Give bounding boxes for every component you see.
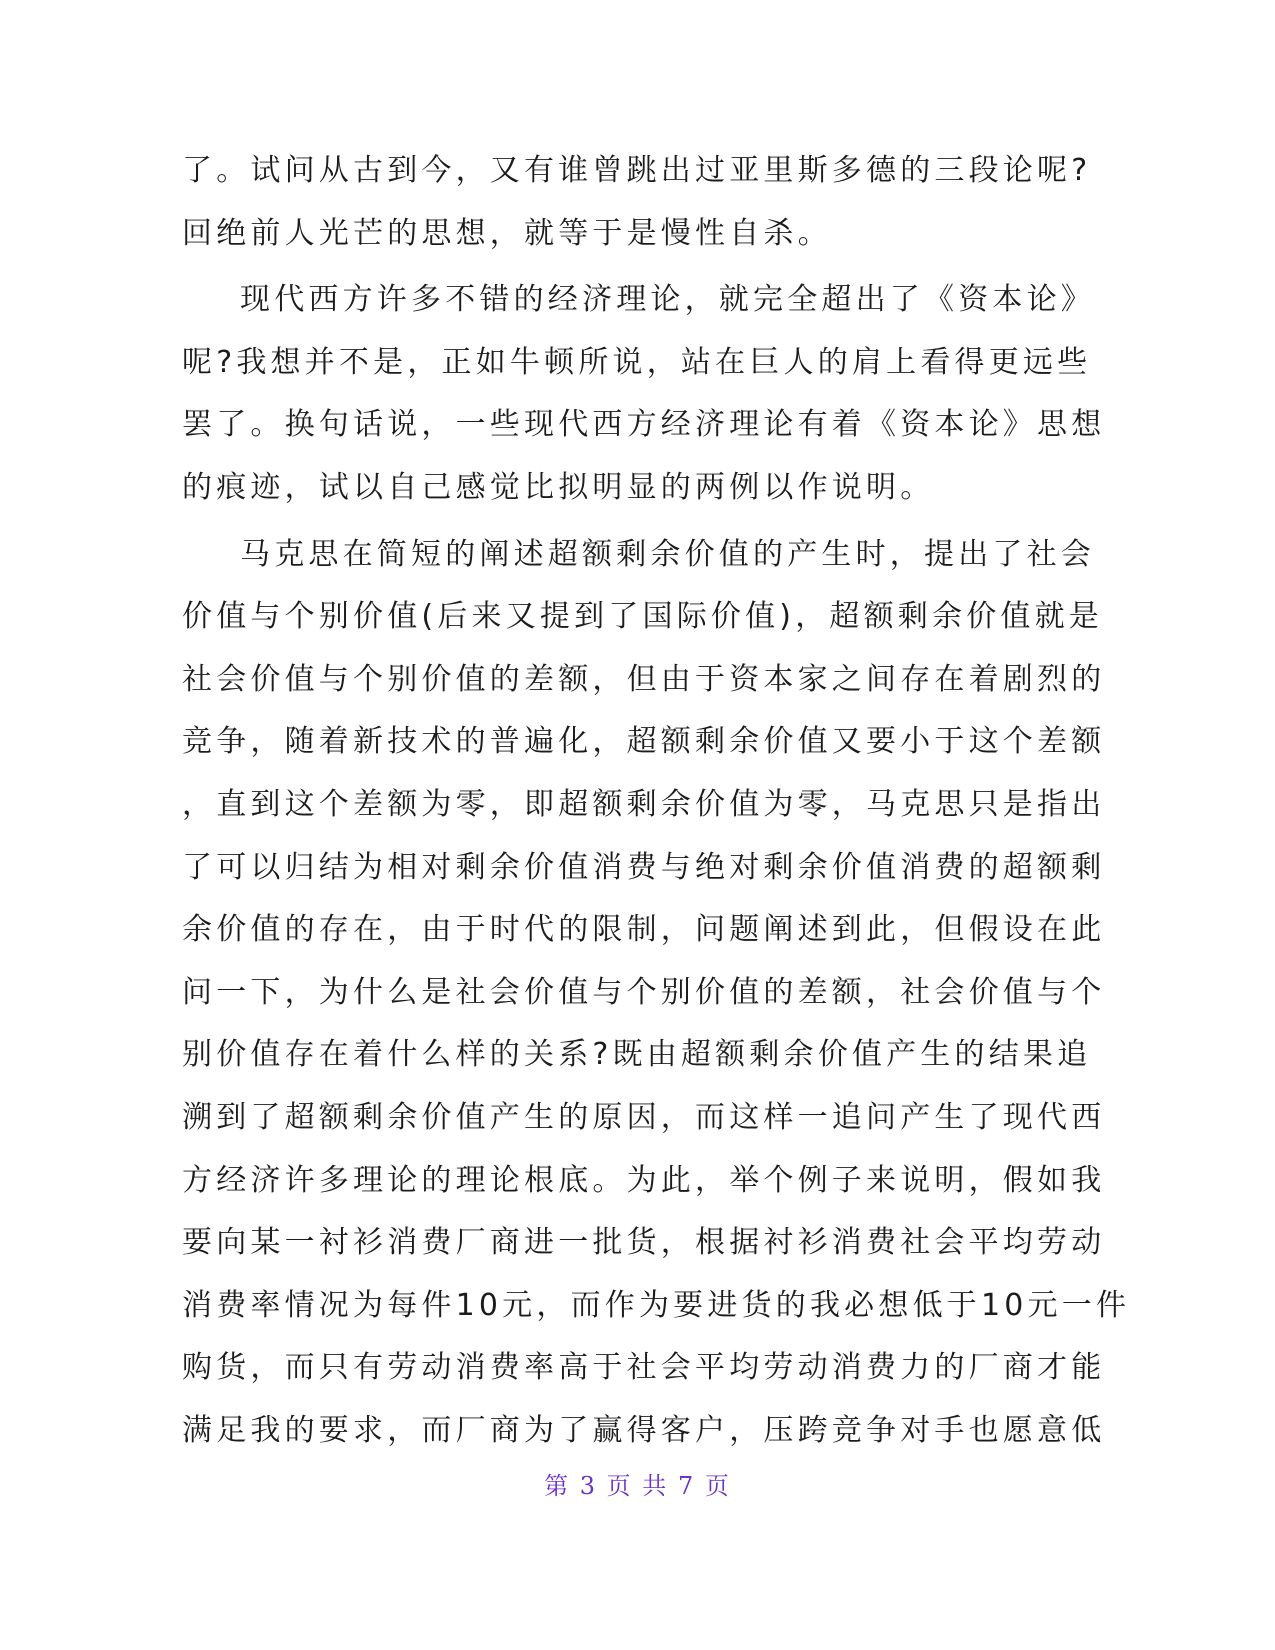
text-line: 竞争，随着新技术的普遍化，超额剩余价值又要小于这个差额 bbox=[182, 724, 1106, 760]
text-line: 价值与个别价值(后来又提到了国际价值)，超额剩余价值就是 bbox=[182, 599, 1104, 635]
text-line: 问一下，为什么是社会价值与个别价值的差额，社会价值与个 bbox=[182, 974, 1106, 1010]
page-number-label: 第 3 页 共 7 页 bbox=[544, 1472, 731, 1500]
text-line: 要向某一衬衫消费厂商进一批货，根据衬衫消费社会平均劳动 bbox=[182, 1225, 1106, 1261]
text-line: 购货，而只有劳动消费率高于社会平均劳动消费力的厂商才能 bbox=[182, 1350, 1106, 1386]
page-footer bbox=[0, 1466, 1275, 1501]
text-line: 溯到了超额剩余价值产生的原因，而这样一追问产生了现代西 bbox=[182, 1099, 1106, 1135]
paragraph-first-line: 马克思在简短的阐述超额剩余价值的产生时，提出了社会 bbox=[240, 536, 1095, 572]
text-line: 消费率情况为每件10元，而作为要进货的我必想低于10元一件 bbox=[182, 1287, 1131, 1323]
body-text bbox=[182, 140, 1131, 1462]
paragraph-first-line: 现代西方许多不错的经济理论，就完全超出了《资本论》 bbox=[240, 282, 1095, 318]
text-line: 满足我的要求，而厂商为了赢得客户，压跨竞争对手也愿意低 bbox=[182, 1412, 1106, 1448]
text-line: 别价值存在着什么样的关系?既由超额剩余价值产生的结果追 bbox=[182, 1037, 1092, 1073]
text-line: ，直到这个差额为零，即超额剩余价值为零，马克思只是指出 bbox=[182, 786, 1106, 822]
text-line: 回绝前人光芒的思想，就等于是慢性自杀。 bbox=[182, 215, 832, 251]
text-line: 方经济许多理论的理论根底。为此，举个例子来说明，假如我 bbox=[182, 1162, 1106, 1198]
text-line: 罢了。换句话说，一些现代西方经济理论有着《资本论》思想 bbox=[182, 407, 1106, 443]
text-line: 余价值的存在，由于时代的限制，问题阐述到此，但假设在此 bbox=[182, 912, 1106, 948]
text-line: 呢?我想并不是，正如牛顿所说，站在巨人的肩上看得更远些 bbox=[182, 344, 1092, 380]
text-line: 的痕迹，试以自己感觉比拟明显的两例以作说明。 bbox=[182, 469, 935, 505]
text-line: 了可以归结为相对剩余价值消费与绝对剩余价值消费的超额剩 bbox=[182, 849, 1106, 885]
text-line: 了。试问从古到今，又有谁曾跳出过亚里斯多德的三段论呢? bbox=[182, 153, 1092, 188]
text-line: 社会价值与个别价值的差额，但由于资本家之间存在着剧烈的 bbox=[182, 661, 1106, 697]
